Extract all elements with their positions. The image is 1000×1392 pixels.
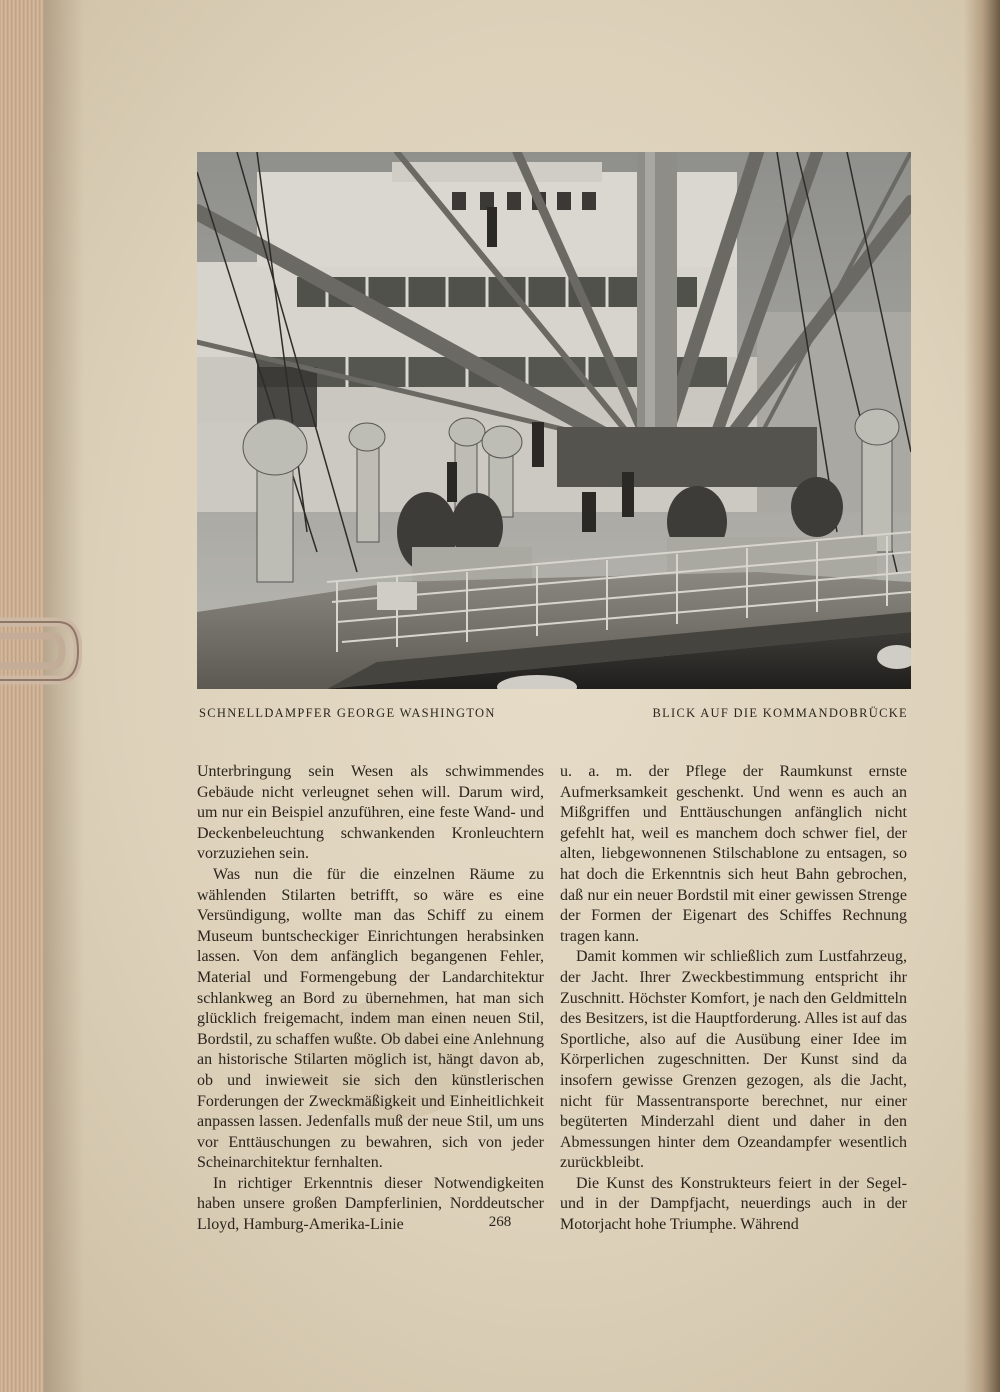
- text-column-right: [560, 762, 907, 1236]
- paragraph: Unterbringung sein Wesen als schwimmendes Gebäude nicht verleugnet sehen will. Darum wird, um nur ein Beispiel anzuführen, eine feste Wand- und Deckenbeleuchtung schwankenden Kronleuchtern vorzuziehen sein.: [197, 763, 544, 863]
- book-page-edges: [0, 0, 44, 1392]
- page-number: 268: [488, 1214, 512, 1230]
- text-column-left: [197, 762, 544, 1236]
- photo-caption-left: SCHNELLDAMPFER GEORGE WASHINGTON: [199, 706, 496, 720]
- gutter-shadow: [44, 0, 84, 1392]
- paragraph: Damit kommen wir schließlich zum Lustfahrzeug, der Jacht. Ihrer Zweckbestimmung entspricht ihr Zuschnitt. Höchster Komfort, je nach den Geldmitteln des Besitzers, ist die Hauptforderung. Alles ist auf das Sportliche, also auf die Ausübung einer Idee im Körperlichen zugeschnitten. Der Kunst sind da insofern gewisse Grenzen gezogen, als die Jacht, nicht für Massentransporte berechnet, nur einer begüterten Minderzahl dient und daher in den Abmessungen hinter dem Ozeandampfer wesentlich zurückbleibt.: [560, 948, 907, 1172]
- paperclip-icon: [0, 612, 82, 690]
- paragraph: Was nun die für die einzelnen Räume zu wählenden Stilarten betrifft, so wäre es eine Versündigung, wollte man das Schiff zu einem Museum buntscheckiger Einrichtungen herabsinken lassen. Von dem anfänglich begangenen Fehler, Material und Formengebung der Landarchitektur schlankweg an Bord zu übernehmen, hat man sich glücklich freigemacht, indem man einen neuen Stil, Bordstil, zu schaffen wußte. Ob dabei eine Anlehnung an historische Stilarten möglich ist, hängt davon ab, ob und inwieweit sie sich den künstlerischen Forderungen der Zweckmäßigkeit und Einheitlichkeit anpassen lassen. Jedenfalls muß der neue Stil, um uns vor Enttäuschungen zu bewahren, sich von jeder Scheinarchitektur fernhalten.: [197, 865, 544, 1172]
- ship-deck-photograph: [197, 152, 911, 689]
- ship-deck-illustration: [197, 152, 911, 689]
- paragraph: u. a. m. der Pflege der Raumkunst ernste Aufmerksamkeit geschenkt. Und wenn es auch an Mißgriffen und Enttäuschungen anfänglich nicht gefehlt hat, weil es manchem doch schwer fiel, der alten, liebgewonnenen Stilschablone zu entsagen, so hat doch die Erkenntnis sich heut Bahn gebrochen, daß nur ein neuer Bordstil mit einer gewissen Strenge der Formen der Eigenart des Schiffes Rechnung tragen kann.: [560, 763, 907, 945]
- paragraph: Die Kunst des Konstrukteurs feiert in der Segel- und in der Dampfjacht, neuerdings auch in der Motorjacht hohe Triumphe. Während: [560, 1174, 907, 1234]
- photo-caption-right: BLICK AUF DIE KOMMANDOBRÜCKE: [652, 706, 908, 720]
- right-page-edge: [964, 0, 1000, 1392]
- paragraph: In richtiger Erkenntnis dieser Notwendigkeiten haben unsere großen Dampferlinien, Norddeutscher Lloyd, Hamburg-Amerika-Linie: [197, 1174, 544, 1234]
